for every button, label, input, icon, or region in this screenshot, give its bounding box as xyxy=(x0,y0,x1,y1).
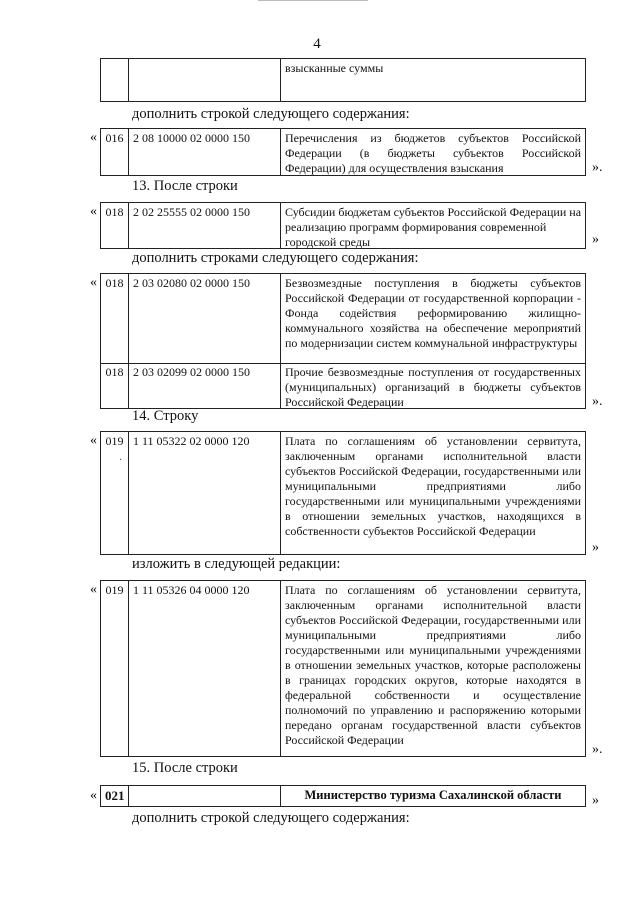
table-row-018-other xyxy=(100,363,586,409)
close-quote: » xyxy=(592,232,599,247)
cell-text: Субсидии бюджетам субъектов Российской Федерации на реализацию программ формирования современной городской среды xyxy=(285,205,582,249)
cell-kbk: 1 11 05326 04 0000 120 xyxy=(129,581,281,756)
table-row-018-fund xyxy=(100,273,586,364)
cell-text: Безвозмездные поступления в бюджеты субъектов Российской Федерации от государственной корпорации - Фонда содействия реформированию жилищно-коммунального хозяйства на обеспечение мероприятий по модернизации систем коммунальной инфраструктуры xyxy=(285,276,581,350)
table-row-019-new xyxy=(100,580,586,757)
cell-code: 021 xyxy=(101,786,129,806)
cell-kbk xyxy=(129,59,281,101)
cell-code: 018 xyxy=(101,203,129,248)
open-quote: « xyxy=(90,433,97,448)
scan-dot: · xyxy=(119,455,123,466)
page-number: 4 xyxy=(313,36,321,52)
paragraph-15: 15. После строки xyxy=(132,760,238,776)
paragraph-add-row: дополнить строкой следующего содержания: xyxy=(132,106,410,122)
open-quote: « xyxy=(90,788,97,803)
open-quote: « xyxy=(90,582,97,597)
cell-code: 018 xyxy=(101,363,129,408)
close-quote: » xyxy=(592,540,599,555)
table-row-019-old xyxy=(100,431,586,555)
open-quote: « xyxy=(90,275,97,290)
cell-text: Перечисления из бюджетов субъектов Российской Федерации (в бюджеты субъектов Российской Федерации) для осуществления взыскания xyxy=(285,131,581,175)
cell-text: Прочие безвозмездные поступления от государственных (муниципальных) организаций в бюджеты субъектов Российской Федерации xyxy=(285,365,581,409)
open-quote: « xyxy=(90,130,97,145)
cell-kbk: 2 03 02099 02 0000 150 xyxy=(129,363,281,408)
paragraph-new-edition: изложить в следующей редакции: xyxy=(132,556,341,572)
paragraph-add-row-2: дополнить строкой следующего содержания: xyxy=(132,810,410,826)
paragraph-add-rows: дополнить строками следующего содержания: xyxy=(132,250,419,266)
table-row-prev xyxy=(100,58,586,102)
cell-text: Плата по соглашениям об установлении сервитута, заключенным органами исполнительной власти субъектов Российской Федерации, государственными или муниципальными предприятиями либо государственными или муниципальными учреждениями в отношении земельных участков, находящихся в собственности субъектов Российской Федерации xyxy=(285,434,581,538)
paragraph-13: 13. После строки xyxy=(132,178,238,194)
scan-top-line xyxy=(258,0,368,1)
cell-code xyxy=(101,59,129,101)
cell-kbk: 1 11 05322 02 0000 120 xyxy=(129,432,281,554)
table-row-016 xyxy=(100,128,586,176)
cell-kbk: 2 03 02080 02 0000 150 xyxy=(129,274,281,363)
close-quote: ». xyxy=(592,394,603,409)
table-row-021 xyxy=(100,785,586,807)
cell-code: 018 xyxy=(101,274,129,363)
cell-kbk xyxy=(129,786,281,806)
close-quote: » xyxy=(592,793,599,808)
cell-kbk: 2 02 25555 02 0000 150 xyxy=(129,203,281,248)
close-quote: ». xyxy=(592,742,603,757)
cell-code: 019 xyxy=(101,581,129,756)
table-row-018 xyxy=(100,202,586,249)
close-quote: ». xyxy=(592,160,603,175)
cell-text: Министерство туризма Сахалинской области xyxy=(304,788,562,802)
cell-code: 016 xyxy=(101,129,129,175)
open-quote: « xyxy=(90,204,97,219)
cell-kbk: 2 08 10000 02 0000 150 xyxy=(129,129,281,175)
cell-code: 019 xyxy=(101,432,129,554)
cell-text: взысканные суммы xyxy=(285,61,384,75)
paragraph-14: 14. Строку xyxy=(132,408,199,424)
cell-text: Плата по соглашениям об установлении сервитута, заключенным органами исполнительной власти субъектов Российской Федерации, государственными или муниципальными предприятиями либо государственными или муниципальными учреждениями в отношении земельных участков, которые расположены в границах городских округов, которые находятся в федеральной собственности и осуществление полномочий по управлению и распоряжению которыми передано органам государственной власти субъектов Российской Федерации xyxy=(285,583,581,747)
